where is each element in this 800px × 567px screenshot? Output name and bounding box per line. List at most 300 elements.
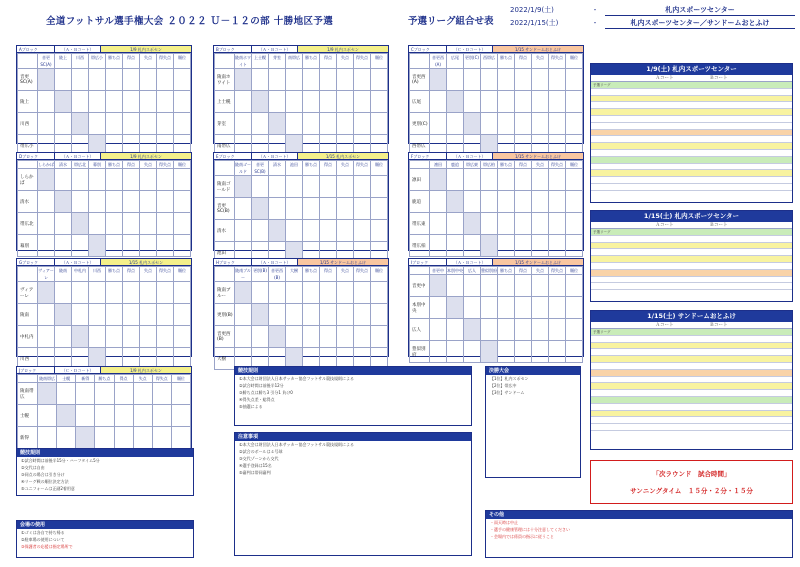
team-name: 幕別 xyxy=(18,235,38,257)
stat-col-header: 失点 xyxy=(337,267,354,282)
match-cell xyxy=(55,91,72,113)
page-title: 全道フットサル選手権大会 ２０２２ Ｕ－１２の部 十勝地区予選 xyxy=(46,16,334,27)
match-cell xyxy=(89,113,106,135)
table-row xyxy=(215,113,388,135)
stat-cell xyxy=(549,319,566,341)
group-name: Eブロック xyxy=(214,153,252,159)
team-name: 陵南 xyxy=(18,304,38,326)
stat-cell xyxy=(303,91,320,113)
stat-col-header: 得失点 xyxy=(549,161,566,169)
stat-cell xyxy=(354,326,371,348)
group-table xyxy=(16,258,192,362)
stat-cell xyxy=(133,405,152,427)
match-cell xyxy=(57,405,76,427)
match-cell xyxy=(269,304,286,326)
group-name: Jブロック xyxy=(17,367,55,373)
team-col-header: 音更西(B) xyxy=(269,267,286,282)
match-cell xyxy=(481,69,498,91)
group-venue: 1/9 札内スポセン xyxy=(298,46,388,52)
match-cell xyxy=(286,69,303,91)
stat-cell xyxy=(157,191,174,213)
note-line: ③同点の場合は引き分け xyxy=(21,472,65,477)
note-line: ②試合のボールは４号球 xyxy=(239,449,283,454)
match-cell xyxy=(481,319,498,341)
team-name: 上士幌 xyxy=(215,91,235,113)
stat-cell xyxy=(123,235,140,257)
team-name: 広尾 xyxy=(410,91,430,113)
match-cell xyxy=(76,427,95,449)
team-name: 南帯広 xyxy=(215,135,235,157)
stat-cell xyxy=(123,91,140,113)
stat-cell xyxy=(515,91,532,113)
note-line: ③交代ゾーンから交代 xyxy=(239,456,279,461)
group-courts: （Ａ・Ｂコート） xyxy=(447,259,493,265)
stat-col-header: 得点 xyxy=(123,54,140,69)
stat-cell xyxy=(106,91,123,113)
stat-col-header: 得失点 xyxy=(354,54,371,69)
match-cell xyxy=(235,220,252,242)
stat-cell xyxy=(106,282,123,304)
note-line: ③勝ち点は勝ち3 引分1 負け0 xyxy=(239,390,293,395)
group-courts: （Ａ・Ｂコート） xyxy=(55,46,101,52)
table-row xyxy=(18,91,191,113)
date-venue: 札内スポーツセンター xyxy=(605,5,795,16)
team-col-header: 上士幌 xyxy=(252,54,269,69)
group-header xyxy=(17,367,191,374)
stat-col-header: 失点 xyxy=(140,267,157,282)
team-name: 士幌 xyxy=(18,405,38,427)
group-table xyxy=(213,152,389,256)
stat-cell xyxy=(114,405,133,427)
stat-cell xyxy=(371,176,388,198)
stat-cell xyxy=(515,191,532,213)
schedule-dates xyxy=(510,5,795,31)
match-cell xyxy=(269,198,286,220)
stat-cell xyxy=(371,113,388,135)
stat-cell xyxy=(123,113,140,135)
team-col-header: 西帯広 xyxy=(481,54,498,69)
match-cell xyxy=(269,113,286,135)
group-header xyxy=(17,153,191,160)
stat-col-header: 得点 xyxy=(123,161,140,169)
date-row xyxy=(510,18,795,28)
stat-cell xyxy=(549,91,566,113)
stat-cell xyxy=(515,113,532,135)
team-col-header: 陵南ゴールド xyxy=(235,162,251,174)
table-row xyxy=(215,176,388,198)
match-cell xyxy=(430,91,447,113)
stat-cell xyxy=(303,113,320,135)
date-sep: ・ xyxy=(591,19,599,27)
stat-cell xyxy=(106,169,123,191)
stat-cell xyxy=(371,69,388,91)
group-grid-table xyxy=(17,266,191,370)
match-cell xyxy=(481,113,498,135)
notes-rules-title: 競技規則 xyxy=(17,449,193,457)
note-line: ①本大会は財団法人日本サッカー協会フットサル競技規則による xyxy=(239,442,355,447)
match-cell xyxy=(464,113,481,135)
stat-cell xyxy=(320,69,337,91)
team-col-header: 南帯広 xyxy=(286,54,303,69)
note-line: ・選手の健康管理には十分注意してください xyxy=(490,527,570,532)
team-name: 帯広小 xyxy=(18,135,38,157)
match-cell xyxy=(447,319,464,341)
note-line: ④選手登録は15名 xyxy=(239,463,272,468)
stat-cell xyxy=(174,113,191,135)
match-cell xyxy=(430,191,447,213)
stat-col-header: 得点 xyxy=(515,267,532,275)
table-row xyxy=(18,191,191,213)
stat-cell xyxy=(566,319,583,341)
match-cell xyxy=(252,113,269,135)
table-row xyxy=(410,297,583,319)
match-cell xyxy=(38,169,55,191)
stat-cell xyxy=(532,113,549,135)
match-cell xyxy=(464,235,481,257)
stat-col-header: 順位 xyxy=(566,161,583,169)
stat-cell xyxy=(337,282,354,304)
match-cell xyxy=(252,91,269,113)
team-col-header: 帯広小 xyxy=(89,54,106,69)
table-row xyxy=(410,235,583,257)
match-cell xyxy=(269,220,286,242)
note-line: ⑤抽選による xyxy=(239,404,263,409)
stat-cell xyxy=(566,341,583,363)
panel-tag: 予選リーグ xyxy=(591,329,792,336)
stat-cell xyxy=(140,213,157,235)
stat-cell xyxy=(532,91,549,113)
team-name: 音更中 xyxy=(410,275,430,297)
group-venue: 1/9 札内スポセン xyxy=(101,153,191,159)
team-col-header: 清水 xyxy=(55,161,72,169)
stat-col-header: 勝ち点 xyxy=(498,267,515,275)
match-cell xyxy=(464,191,481,213)
match-cell xyxy=(55,235,72,257)
note-line: 【3位】サンドーム xyxy=(490,390,525,395)
match-cell xyxy=(76,383,95,405)
stat-cell xyxy=(114,383,133,405)
stat-col-header: 勝ち点 xyxy=(106,161,123,169)
date-label: 2022/1/9(土) xyxy=(510,6,554,14)
match-cell xyxy=(430,69,447,91)
team-name: 芽室 xyxy=(215,113,235,135)
team-name: 陵上 xyxy=(18,91,38,113)
match-cell xyxy=(447,191,464,213)
stat-cell xyxy=(371,198,388,220)
group-name: Dブロック xyxy=(17,153,55,159)
stat-cell xyxy=(498,235,515,257)
panel-tag: 予選リーグ xyxy=(591,229,792,236)
stat-cell xyxy=(498,297,515,319)
stat-col-header: 順位 xyxy=(371,161,388,176)
stat-cell xyxy=(354,304,371,326)
stat-cell xyxy=(95,383,114,405)
stat-col-header: 勝ち点 xyxy=(498,161,515,169)
panel-subtitle: Ａコート Ｂコート xyxy=(591,322,792,329)
match-cell xyxy=(89,213,106,235)
group-name: Bブロック xyxy=(214,46,252,52)
stat-col-header: 失点 xyxy=(133,375,152,383)
match-cell xyxy=(89,191,106,213)
stat-cell xyxy=(303,304,320,326)
match-cell xyxy=(38,191,55,213)
match-cell xyxy=(481,169,498,191)
match-cell xyxy=(447,169,464,191)
panel-title: 1/15(土) 札内スポーツセンター xyxy=(591,211,792,222)
stat-col-header: 順位 xyxy=(566,54,583,69)
table-row xyxy=(215,69,388,91)
match-cell xyxy=(38,235,55,257)
stat-cell xyxy=(566,169,583,191)
stat-cell xyxy=(157,213,174,235)
match-cell xyxy=(89,304,106,326)
stat-col-header: 失点 xyxy=(532,54,549,69)
stat-cell xyxy=(123,282,140,304)
note-line: ①本大会は財団法人日本サッカー協会フットサル競技規則による xyxy=(239,376,355,381)
stat-cell xyxy=(157,91,174,113)
team-col-header: 川西 xyxy=(72,54,89,69)
table-row xyxy=(18,405,191,427)
panel-title: 1/9(土) 札内スポーツセンター xyxy=(591,64,792,75)
group-grid-table xyxy=(214,266,388,370)
stat-cell xyxy=(157,304,174,326)
group-courts: （Ａ・Ｂコート） xyxy=(55,153,101,159)
stat-cell xyxy=(498,213,515,235)
note-line: ⑤審判は帯同審判 xyxy=(239,470,271,475)
match-cell xyxy=(447,235,464,257)
stat-col-header: 得失点 xyxy=(549,267,566,275)
stat-cell xyxy=(303,198,320,220)
stat-col-header: 勝ち点 xyxy=(95,375,114,383)
match-cell xyxy=(55,213,72,235)
match-cell xyxy=(38,326,55,348)
stat-cell xyxy=(152,405,171,427)
team-name: 新得 xyxy=(18,427,38,449)
team-col-header: 清水 xyxy=(269,161,286,176)
stat-cell xyxy=(337,69,354,91)
stat-cell xyxy=(515,275,532,297)
stat-col-header: 得点 xyxy=(320,161,337,176)
notes-other xyxy=(485,510,793,558)
match-cell xyxy=(89,235,106,257)
stat-cell xyxy=(95,405,114,427)
stat-cell xyxy=(498,69,515,91)
stat-cell xyxy=(515,319,532,341)
stat-cell xyxy=(157,235,174,257)
stat-col-header: 得点 xyxy=(114,375,133,383)
match-cell xyxy=(72,69,89,91)
group-table xyxy=(408,152,584,251)
note-line: 【2位】帯広中 xyxy=(490,383,517,388)
match-cell xyxy=(286,304,303,326)
note-line: ・会場内では係員の指示に従うこと xyxy=(490,534,554,539)
match-cell xyxy=(481,297,498,319)
group-venue: 1/9 札内スポセン xyxy=(101,46,191,52)
match-cell xyxy=(38,213,55,235)
match-cell xyxy=(430,113,447,135)
match-cell xyxy=(235,304,252,326)
match-cell xyxy=(72,304,89,326)
group-name: Gブロック xyxy=(17,259,55,265)
stat-cell xyxy=(123,304,140,326)
match-cell xyxy=(235,326,252,348)
stat-cell xyxy=(140,91,157,113)
note-line: ②駐車場の使用について xyxy=(21,537,65,542)
match-cell xyxy=(55,304,72,326)
stat-cell xyxy=(498,275,515,297)
table-row xyxy=(215,220,388,242)
stat-cell xyxy=(515,213,532,235)
stat-cell xyxy=(320,304,337,326)
team-col-header: 広人 xyxy=(464,267,481,275)
table-row xyxy=(215,282,388,304)
panel-subtitle: Ａコート Ｂコート xyxy=(591,222,792,229)
notes-finals xyxy=(485,366,581,478)
team-col-header: 幕別 xyxy=(89,161,106,169)
match-cell xyxy=(38,113,55,135)
date-sep: ・ xyxy=(591,6,599,14)
stat-cell xyxy=(532,297,549,319)
notes-venue xyxy=(16,520,194,558)
team-col-header: 芽室 xyxy=(269,54,286,69)
note-line: ④リーグ戦の順位決定方法 xyxy=(21,479,69,484)
table-row xyxy=(18,69,191,91)
team-col-header: 鹿追 xyxy=(447,161,464,169)
match-cell xyxy=(89,69,106,91)
notes-other-title: その他 xyxy=(486,511,792,519)
stat-cell xyxy=(174,169,191,191)
stat-cell xyxy=(152,383,171,405)
group-name: Hブロック xyxy=(214,259,252,265)
match-cell xyxy=(72,113,89,135)
match-cell xyxy=(252,198,269,220)
stat-cell xyxy=(114,427,133,449)
stat-cell xyxy=(123,69,140,91)
group-header xyxy=(409,153,583,160)
stat-cell xyxy=(549,113,566,135)
match-cell xyxy=(38,383,57,405)
stat-cell xyxy=(515,235,532,257)
team-col-header: 新得 xyxy=(76,375,95,383)
table-row xyxy=(410,91,583,113)
match-cell xyxy=(269,69,286,91)
match-cell xyxy=(464,319,481,341)
group-grid-table xyxy=(214,53,388,157)
stat-cell xyxy=(515,297,532,319)
stat-cell xyxy=(106,235,123,257)
group-courts: （Ａ・Ｂコート） xyxy=(252,46,298,52)
stat-cell xyxy=(532,341,549,363)
date-label: 2022/1/15(土) xyxy=(510,19,559,27)
stat-cell xyxy=(498,191,515,213)
stat-cell xyxy=(157,69,174,91)
schedule-panel-2 xyxy=(590,210,793,302)
stat-cell xyxy=(549,213,566,235)
stat-cell xyxy=(337,113,354,135)
team-name: 音更西(B) xyxy=(215,326,235,348)
stat-cell xyxy=(106,326,123,348)
match-cell xyxy=(430,341,447,363)
stat-cell xyxy=(123,191,140,213)
match-cell xyxy=(481,191,498,213)
match-cell xyxy=(447,275,464,297)
group-header xyxy=(17,46,191,53)
stat-cell xyxy=(371,304,388,326)
stat-cell xyxy=(566,69,583,91)
group-table xyxy=(16,45,192,149)
match-cell xyxy=(464,213,481,235)
match-cell xyxy=(72,235,89,257)
stat-cell xyxy=(171,427,190,449)
stat-cell xyxy=(549,169,566,191)
stat-col-header: 得点 xyxy=(515,54,532,69)
team-name: ヴィアーレ xyxy=(18,282,38,304)
match-cell xyxy=(430,297,447,319)
stat-cell xyxy=(532,191,549,213)
team-name: 大樹 xyxy=(215,348,235,370)
stat-cell xyxy=(371,282,388,304)
team-name: 川西 xyxy=(18,348,38,370)
table-row xyxy=(215,198,388,220)
match-cell xyxy=(286,91,303,113)
match-cell xyxy=(252,176,269,198)
notes-venue-title: 会場の使用 xyxy=(17,521,193,529)
note-line: 【1位】札内スポセン xyxy=(490,376,529,381)
stat-col-header: 得失点 xyxy=(354,267,371,282)
group-table xyxy=(213,45,389,149)
group-courts: （Ｃ・Ｄコート） xyxy=(55,367,101,373)
match-cell xyxy=(55,113,72,135)
match-cell xyxy=(430,169,447,191)
group-grid-table xyxy=(409,53,583,157)
match-cell xyxy=(55,282,72,304)
group-grid-table xyxy=(17,374,191,449)
note-line: ①試合時間は前後半15分・ハーフタイム5分 xyxy=(21,458,100,463)
team-name: 更別(B) xyxy=(215,304,235,326)
team-name: 帯広北 xyxy=(18,213,38,235)
team-col-header: 中札内 xyxy=(72,267,89,282)
stat-col-header: 勝ち点 xyxy=(303,54,320,69)
stat-cell xyxy=(157,282,174,304)
group-header xyxy=(409,46,583,53)
stat-col-header: 勝ち点 xyxy=(498,54,515,69)
stat-cell xyxy=(371,91,388,113)
team-name: 清水 xyxy=(215,220,235,242)
match-cell xyxy=(235,91,252,113)
match-cell xyxy=(269,282,286,304)
stat-col-header: 順位 xyxy=(174,54,191,69)
group-header xyxy=(17,259,191,266)
notes-rules xyxy=(16,448,194,496)
stat-col-header: 失点 xyxy=(140,54,157,69)
stat-cell xyxy=(320,91,337,113)
match-cell xyxy=(38,405,57,427)
team-col-header: 川西 xyxy=(89,267,106,282)
stat-cell xyxy=(106,213,123,235)
team-name: しらかば xyxy=(18,169,38,191)
team-name: 西帯広 xyxy=(410,135,430,157)
table-row xyxy=(215,91,388,113)
stat-cell xyxy=(140,191,157,213)
table-row xyxy=(18,113,191,135)
match-cell xyxy=(76,405,95,427)
match-cell xyxy=(235,176,252,198)
stat-cell xyxy=(549,191,566,213)
stat-col-header: 失点 xyxy=(532,267,549,275)
team-col-header: 大樹 xyxy=(286,267,303,282)
team-col-header: 池田 xyxy=(286,161,303,176)
match-cell xyxy=(481,213,498,235)
